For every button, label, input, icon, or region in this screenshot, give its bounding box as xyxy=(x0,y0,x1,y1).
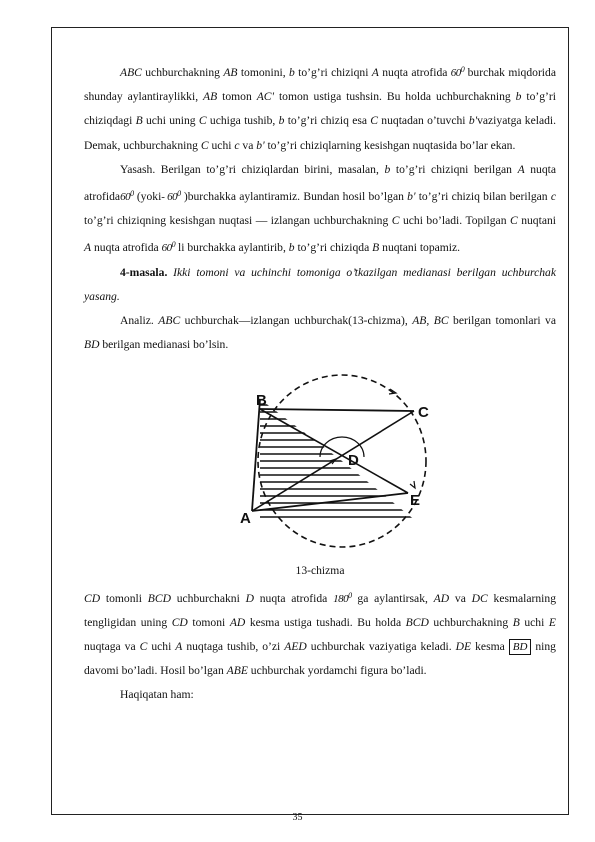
degree-mark: 0 xyxy=(460,65,465,74)
angle-minus-60 xyxy=(161,191,180,203)
text-run: b' xyxy=(407,190,416,204)
text-run: nuqtadan o’tuvchi xyxy=(378,114,469,128)
paragraph-analysis xyxy=(84,309,556,357)
text-run: ga aylantirsak, xyxy=(351,591,434,605)
text-run: BCD xyxy=(147,591,171,605)
text-run: uchiga tushib, xyxy=(206,114,279,128)
page-content xyxy=(84,58,556,708)
text-run: berilgan medianasi bo’lsin. xyxy=(99,338,229,352)
text-run: b' xyxy=(468,114,478,128)
text-run: to’g’ri chiziq bilan berilgan xyxy=(415,190,551,204)
text-run: to’g’ri chiziqda xyxy=(294,241,373,255)
text-run: C xyxy=(200,138,209,152)
text-run: DC xyxy=(471,591,488,605)
degree-mark: 0 xyxy=(348,590,352,600)
text-run: AED xyxy=(284,640,307,654)
text-run: burchak miqdorida shunday aylantiraylikki, xyxy=(84,66,556,104)
text-run: to’g’ri chiziqning kesishgan nuqtasi — izlangan uchburchakning xyxy=(84,214,392,228)
label-d: D xyxy=(348,452,359,470)
problem-text: Ikki tomoni va uchinchi tomoniga o’tkazilgan medianasi berilgan uchburchak yasang. xyxy=(84,265,556,303)
text-run: va xyxy=(239,138,257,152)
text-run: BCD xyxy=(405,615,429,629)
text-run: tomon xyxy=(217,90,257,104)
text-run: Analiz. xyxy=(120,314,159,328)
text-run: c xyxy=(550,190,557,204)
problem-number: 4-masala. xyxy=(120,265,168,279)
text-run: nuqta atrofida xyxy=(84,162,556,204)
text-run: uchburchakni xyxy=(170,591,246,605)
text-run: (yoki xyxy=(133,190,162,204)
text-run: kesma ustiga tushadi. Bu holda xyxy=(245,615,406,629)
angle-value: 180 xyxy=(333,592,349,605)
text-run: b xyxy=(384,162,391,176)
text-run: kesmalarning tengligidan uning xyxy=(84,591,556,629)
text-run: DE xyxy=(455,640,472,654)
text-run: ning davomi bo’ladi. Hosil bo’lgan xyxy=(84,640,556,678)
text-run: AB xyxy=(203,90,218,104)
text-run: AD xyxy=(229,615,246,629)
text-run: A xyxy=(84,241,92,255)
text-run: C xyxy=(509,214,518,228)
angle-60 xyxy=(120,191,134,203)
arrow-mark xyxy=(410,481,415,488)
text-run: CD xyxy=(84,591,101,605)
text-run: C xyxy=(198,114,207,128)
text-run: b' xyxy=(256,138,265,152)
text-run: A xyxy=(371,66,379,79)
text-run: tomoni xyxy=(187,615,230,629)
text-run: uchburchak yordamchi figura bo’ladi. xyxy=(247,664,427,678)
text-run: b xyxy=(288,66,295,79)
text-run: uchi xyxy=(519,615,549,629)
angle-value: 60 xyxy=(161,242,172,255)
text-run: nuqtaga tushib, o’zi xyxy=(182,640,285,654)
text-run: tomon ustiga tushsin. Bu holda uchburchakning xyxy=(274,90,516,104)
text-run: AD xyxy=(433,591,450,605)
text-run: uchi uning xyxy=(142,114,199,128)
segment-bc xyxy=(260,409,414,411)
text-run: nuqtani topamiz. xyxy=(379,241,461,255)
text-run: tomonli xyxy=(100,591,148,605)
text-run: uchburchakning xyxy=(428,615,513,629)
angle-value: 60 xyxy=(120,191,131,204)
text-run: BD xyxy=(84,338,100,352)
text-run: D xyxy=(245,591,254,605)
text-run: to’g’ri chiziqni xyxy=(294,66,372,79)
text-run: )burchakka aylantiramiz. Bundan hosil bo’lgan xyxy=(180,190,408,204)
text-run: berilgan tomonlari va xyxy=(448,314,556,328)
text-run: uchburchakning xyxy=(141,66,224,79)
text-run: kesma xyxy=(471,640,509,654)
text-run: nuqta atrofida xyxy=(253,591,334,605)
text-run: b xyxy=(278,114,285,128)
text-run: li burchakka aylantirib, xyxy=(175,241,289,255)
text-run: nuqta atrofida xyxy=(378,66,451,79)
text-run: to’g’ri chiziqlarning kesishgan nuqtasida bo’lar ekan. xyxy=(264,138,516,152)
text-run: AC' xyxy=(256,90,275,104)
text-run: CD xyxy=(171,615,188,629)
angle-60 xyxy=(162,242,176,254)
text-run: uchburchak vaziyatiga keladi. xyxy=(306,640,456,654)
paragraph-6: Haqiqatan ham: xyxy=(120,688,194,702)
degree-mark: 0 xyxy=(130,189,134,199)
label-a: A xyxy=(240,510,251,528)
segment-be xyxy=(260,409,408,493)
text-run: nuqta atrofida xyxy=(91,241,162,255)
text-run: to’g’ri chiziq esa xyxy=(284,114,371,128)
text-run: AB, BC xyxy=(412,314,449,328)
text-run: uchi bo’ladi. Topilgan xyxy=(399,214,510,228)
text-run: C xyxy=(391,214,400,228)
text-run: B xyxy=(135,114,143,128)
text-run: tomonini, xyxy=(237,66,289,79)
text-run: b xyxy=(515,90,522,104)
text-run: B xyxy=(372,241,380,255)
text-run: C xyxy=(139,640,148,654)
figure-13 xyxy=(84,357,556,559)
text-run: b xyxy=(288,241,295,255)
text-run: ABC xyxy=(158,314,181,328)
text-run: B xyxy=(512,615,520,629)
label-b: B xyxy=(256,392,267,410)
text-run: vaziyatga keladi. Demak, uchburchakning xyxy=(84,114,557,152)
text-run: A xyxy=(175,640,183,654)
angle-value: 60 xyxy=(450,67,461,79)
label-e: E xyxy=(410,492,421,510)
paragraph-2 xyxy=(84,158,556,261)
geometry-diagram xyxy=(238,361,438,557)
bd-bracket: BD xyxy=(509,639,532,655)
page-number: 35 xyxy=(292,812,303,823)
text-run: va xyxy=(449,591,472,605)
text-run: c xyxy=(234,138,240,152)
text-run: to’g’ri chiziqni berilgan xyxy=(390,162,518,176)
angle-value: - 60 xyxy=(161,191,178,204)
problem-statement xyxy=(84,261,556,309)
paragraph-5 xyxy=(84,584,556,684)
text-run: uchi xyxy=(147,640,176,654)
text-run: nuqtaga va xyxy=(84,640,140,654)
text-run: ABE xyxy=(226,664,248,678)
text-run: uchburchak—izlangan uchburchak(13-chizma), xyxy=(180,314,413,328)
text-run: E xyxy=(548,615,556,629)
text-run: A xyxy=(517,162,525,176)
text-run: ABC xyxy=(120,66,142,79)
angle-180 xyxy=(333,590,352,605)
text-run: AB xyxy=(223,66,238,79)
degree-mark: 0 xyxy=(171,240,176,250)
text-run: C xyxy=(370,114,379,128)
label-c: C xyxy=(418,404,429,422)
paragraph-1 xyxy=(84,58,556,158)
angle-60 xyxy=(451,67,465,79)
figure-caption: 13-chizma xyxy=(295,564,345,578)
degree-mark: 0 xyxy=(177,189,181,199)
text-run: nuqtani xyxy=(517,214,556,228)
text-run: uchi xyxy=(208,138,235,152)
text-run: to’g’ri chiziqdagi xyxy=(84,90,556,128)
text-run: Yasash. Berilgan to’g’ri chiziqlardan birini, masalan, xyxy=(120,162,385,176)
